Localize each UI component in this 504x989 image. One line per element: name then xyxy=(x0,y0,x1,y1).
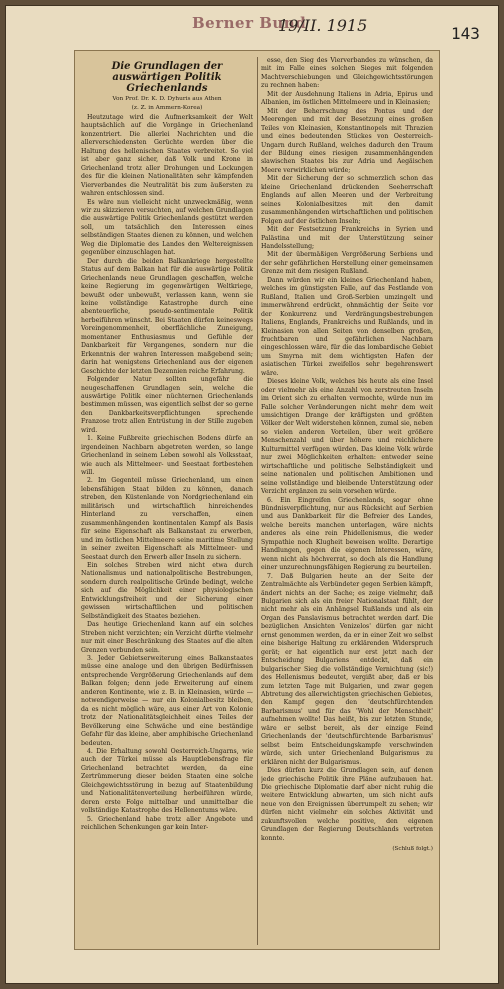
handwritten-date: 19/II. 1915 xyxy=(278,16,368,35)
article-paragraph: Mit der Ausdehnung Italiens in Adria, Epirus und Albanien, im östlichen Mittelmeere und in Kleinasien; xyxy=(261,90,433,107)
article-paragraph: Heutzutage wird die Aufmerksamkeit der Welt hauptsächlich auf die Vorgänge in Griechenland konzentriert. Die allerlei Nachrichten und die allerverschiedensten Gerüchte werden über die Haltung des hellenischen Staates verbreitet. So viel ist aber ganz sicher, daß Volk und Krone in Griechenland trotz aller Drohungen und Lockungen des für die kleinen Nationalitäten sehr kämpfenden Vierverbandes die Neutralität bis zum äußersten zu wahren entschlossen sind. xyxy=(81,114,253,198)
article-paragraph: Es wäre nun vielleicht nicht unzweckmäßig, wenn wir zu skizzieren versuchten, auf welchen Grundlagen die auswärtige Politik Griechenlands gestützt werden soll, um tatsächlich den Interessen eines selbständigen Staates dienen zu können, und welchen Weg die Diplomatie des Landes den Weltereignissen gegenüber einzuschlagen hat. xyxy=(81,198,253,257)
article-paragraph: 7. Daß Bulgarien heute an der Seite der Zentralmächte als Verbündeter gegen Serbien kämpft, ändert nichts an der Sache; es zeige vielmehr, daß Bulgarien sich als ein freier Nationalstaat fühlt, der nicht mehr als ein Anhängsel Rußlands und als ein Organ des Panslavismus betrachtet werden darf. Die bezüglichen Ansichten Venizelos' dürfen gar nicht ernst genommen werden, da er in einer Zeit wo selbst eine bisherige Haltung zu erklärenden Widerspruch gerät; er hat eigentlich nur erst jetzt nach der Entscheidung Bulgariens entdeckt, daß ein bulgarischer Sieg die vollständige Vernichtung (sic!) des Hellenismus bedeutet, vergißt aber, daß er bis zum letzten Tage mit Bulgarien, und zwar gegen Abtretung des allerwichtigsten griechischen Gebietes, den Kampf gegen den 'deutschfürchtenden Barbarismus' und für das 'Wohl der Menschheit' aufnehmen wollte! Das heißt, bis zur letzten Stunde, wäre er selbst bereit, als der einzige Feind Griechenlands der 'deutschfürchtende Barbarismus' selbst beim Entscheidungskampfe verschwinden würde, sich unter Griechenland Bulgarismus zu erklären nicht der Bulgarismus. xyxy=(261,572,433,766)
newspaper-clipping xyxy=(74,50,440,950)
archive-card xyxy=(6,6,498,983)
article-paragraph: 1. Keine Fußbreite griechischen Bodens dürfe an irgendeinen Nachbarn abgetreten werden, so lange Griechenland in seinem Leben sowohl als Volksstaat, wie auch als Mittelmeer- und Seestaat fortbestehen will. xyxy=(81,435,253,477)
article-paragraph: Der durch die beiden Balkankriege hergestellte Status auf dem Balkan hat für die auswärtige Politik Griechenlands neue Grundlagen geschaffen, welche keine Regierung im gegenwärtigen Weltkriege, bewußt oder unbewußt, verlassen kann, wenn sie keine vollständige Katastrophe durch eine abenteuerliche, pseudo-sentimentale Politik herbeiführen wünscht. Bei Staaten dürfen keineswegs Voreingenommenheit, oberflächliche Zuneigung, momentaner Enthusiasmus und Gefühle der Dankbarkeit für Vergangenes, sondern nur die Erkenntnis der wahren Interessen maßgebend sein; darin hat wenigstens Griechenland aus der eigenen Geschichte der letzten Dezennien reiche Erfahrung. xyxy=(81,257,253,375)
article-paragraph: 4. Die Erhaltung sowohl Oesterreich-Ungarns, wie auch der Türkei müsse als Hauptlebensfrage für Griechenland betrachtet werden, da eine Zertrümmerung dieser beiden Staaten eine solche Gleichgewichtsstörung in bezug auf Staatenbildung und Nationalitätenverteilung herbeiführen würde, deren erste Folge mittelbar und unmittelbar die vollständige Katastrophe des Hellenentums wäre. xyxy=(81,747,253,815)
article-columns xyxy=(81,57,433,945)
article-paragraph: Mit der übermäßigen Vergrößerung Serbiens und der sehr gefährlichen Herstellung einer gemeinsamen Grenze mit dem riesigen Rußland. xyxy=(261,251,433,276)
article-paragraph: Das heutige Griechenland kann auf ein solches Streben nicht verzichten; ein Verzicht dürfte vielmehr nur mit einer Beschränkung des Staates auf die alten Grenzen verbunden sein. xyxy=(81,621,253,654)
newspaper-stamp: Berner Bund xyxy=(192,14,307,32)
left-paragraphs xyxy=(81,114,253,833)
article-paragraph: 6. Ein Eingreifen Griechenlands, sogar ohne Bündnisverpflichtung, nur aus Rücksicht auf Serbien und aus Dankbarkeit für die Befreier des Landes, welche bereits manchen unterlagen, wäre nichts anderes als eine rein Phidellenismus, die weder Sympathie noch Klugheit beweisen wollte. Derartige Handlungen, gegen die eigenen Interessen, wäre, wenn nicht als höchverrat, so doch als die Handlung einer unzurechnungsfähigen Regierung zu beurteilen. xyxy=(261,496,433,572)
article-paragraph: Dies dürfen kurz die Grundlagen sein, auf denen jede griechische Politik ihre Pläne aufzubauen hat. Die griechische Diplomatie darf aber nicht ruhig die weitere Entwicklung abwarten, um sich nicht aufs neue von den Ereignissen überrumpelt zu sehen; wir dürfen nicht vielmehr ein solches Aktivität und zukunftsvollen welche positive, den eigenen Grundlagen der Regierung Deutschlands vertreten konnte. xyxy=(261,767,433,842)
article-paragraph: 5. Griechenland habe trotz aller Angebote und reichlichen Schenkungen gar kein Inter- xyxy=(81,815,253,832)
right-column xyxy=(261,57,433,945)
right-paragraphs xyxy=(261,57,433,843)
article-paragraph: Mit der Sicherung der so schmerzlich schon das kleine Griechenland drückenden Seeherrschaft Englands auf allen Meeren und der Verbreitung seines Kolonialbesitzes mit den damit zusammenhängenden wirtschaftlichen und politischen Folgen auf der östlichen Inseln; xyxy=(261,175,433,225)
continuation-note: (Schluß folgt.) xyxy=(392,846,433,853)
article-paragraph: Folgender Natur sollten ungefähr die neugeschaffenen Grundlagen sein, welche die auswärtige Politik einer nüchternen Griechenlands bestimmen müssen, was eigentlich selbst der so gerne den Dankbarkeitsverpflichtungen sprechende Franzose trotz allen Entrüstung in der Stille zugeben wird. xyxy=(81,376,253,434)
left-column xyxy=(81,57,253,945)
column-divider xyxy=(257,57,258,945)
article-paragraph: 3. Jeder Gebietserweiterung eines Balkanstaates müsse eine analoge und den übrigen Bedürfnissen entsprechende Vergrößerung Griechenlands auf dem Balkan folgen; denn jede Erweiterung auf einem anderen Kontinente, wie z. B. in Kleinasien, würde — notwendigerweise — nur ein Kolonialbesitz bleiben, da es nicht möglich wäre, aus einer Art von Kolonie trotz der Nationalitätsgleichheit eines Teiles der Bevölkerung eine Schwäche und eine beständige Gefahr für das kleine, aber amphibische Griechenland bedeuten. xyxy=(81,655,253,747)
article-paragraph: Dieses kleine Volk, welches bis heute als eine Insel oder vielmehr als eine Anzahl von zerstreuten Inseln im Orient sich zu erhalten vermochte, würde nun im Falle solcher Veränderungen nicht mehr dem weit umsichtigen Drange der kräftigsten und größten Völker der Welt widerstehen können, zumal sie, neben so vielen anderen Vorteilen, über weit größere Menschenzahl und über höhere und reichlichere Kulturmittel verfügen würden. Das kleine Volk würde nur zwei Möglichkeiten erhalten: entweder seine wirtschaftliche und politische Selbständigkeit und seine nationalen und politischen Ambitionen und seine vollständige und bleibende Unterstützung oder Verzicht ergänzen zu sein vorsehen würde. xyxy=(261,378,433,496)
byline-location: (z. Z. in Ammern-Korea) xyxy=(131,105,203,111)
article-paragraph: Ein solches Streben wird nicht etwa durch Nationalismus und nationalpolitische Bestrebungen, sondern durch realpolitische Gründe bedingt, welche sich auf die Möglichkeit einer physiologischen Entwicklungsfreiheit und der Sicherung einer gewissen wirtschaftlichen und politischen Selbständigkeit des Staates beziehen. xyxy=(81,562,253,620)
article-paragraph: 2. Im Gegenteil müsse Griechenland, um einen lebensfähigen Staat bilden zu können, danach streben, den Küstenlande von Nordgriechenland ein militärisch und wirtschaftlich hinreichendes Hinterland zu verschaffen, einen zusammenhängenden kontinentalen Kampf als Basis für seine Eigenschaft als Balkanstaat zu erwerben, und im östlichen Mittelmeere seine maritime Stellung in seiner zweiten Eigenschaft als Mittelmeer- und Seestaat durch den Erwerb aller Inseln zu sichern. xyxy=(81,477,253,561)
article-paragraph: esse, den Sieg des Vierverbandes zu wünschen, da mit im Falle eines solchen Sieges mit folgenden Machtverschiebungen und Gleichgewichtsstörungen zu rechnen haben: xyxy=(261,57,433,90)
byline-author: Von Prof. Dr. K. D. Dyhuris aus Athen xyxy=(112,96,222,102)
article-paragraph: Mit der Beherrschung des Pontus und der Meerengen und mit der Besetzung eines großen Teiles von Kleinasien, Konstantinopels mit Thrazien und eines bedeutenden Stückes von Oesterreich-Ungarn durch Rußland, welches dadurch den Traum der Bildung eines riesigen zusammenhängenden slawischen Staates bis zur Adria und Aegäischen Meere verwirklichen würde; xyxy=(261,107,433,174)
article-paragraph: Mit der Festsetzung Frankreichs in Syrien und Palästina und mit der Unterstützung seiner Handelsstellung; xyxy=(261,226,433,250)
article-paragraph: Dann würden wir ein kleines Griechenland haben, welches im günstigsten Falle, auf das Festlande von Rußland, Italien und Groß-Serbien umzingelt und immerwährend erdrückt, ohnmächtig der Seite vor der Konkurrenz und Verdrängungsbestrebungen Italiens, Englands, Frankreichs und Rußlands, und in Kleinasien von allen Seiten von denselben großen, fruchtbaren und gefährlichen Nachbarn eingeschlossen wäre, für die das lombardische Gebiet um Smyrna mit dem wichtigsten Hafen der asiatischen Türkei zweifellos sehr begehrenswert wäre. xyxy=(261,276,433,377)
page-number: 143 xyxy=(451,24,480,43)
article-title: Die Grundlagen der auswärtigen Politik Griechenlands xyxy=(111,61,223,94)
